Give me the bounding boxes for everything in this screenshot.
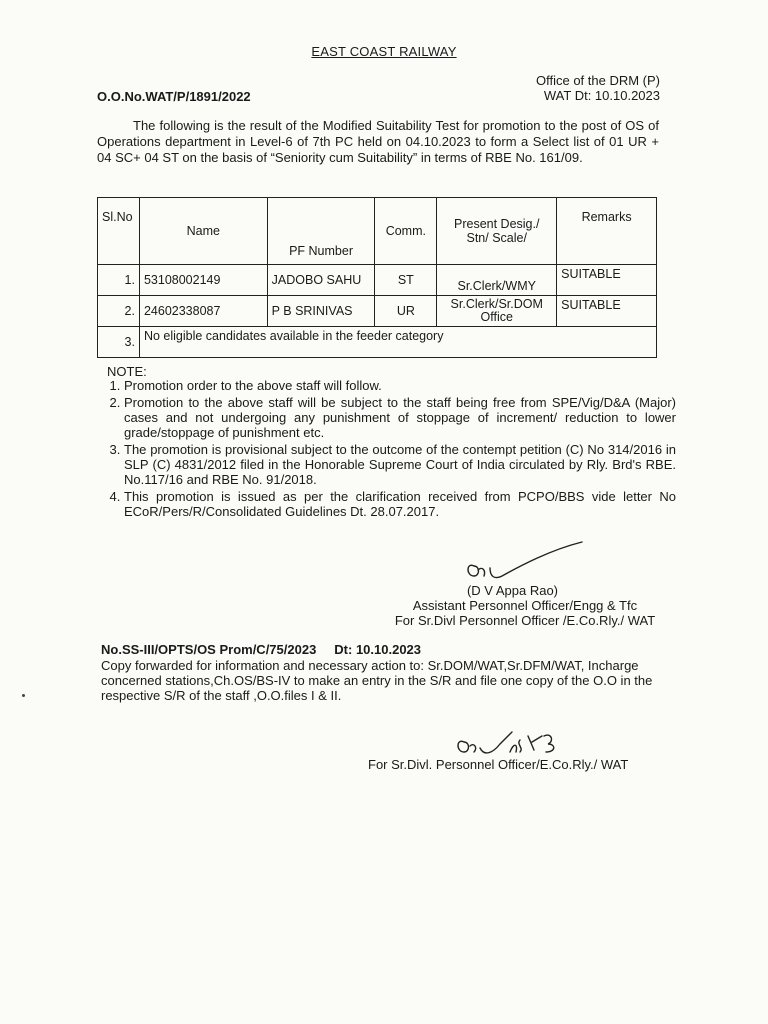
cell-pf-number: JADOBO SAHU bbox=[267, 265, 375, 296]
col-header-remarks: Remarks bbox=[557, 198, 657, 265]
office-date: WAT Dt: 10.10.2023 bbox=[543, 88, 660, 103]
forwarding-text: Copy forwarded for information and necessary action to: Sr.DOM/WAT,Sr.DFM/WAT, Incharge concerned stations,Ch.OS/BS-IV to make an entry in the S/R and file one copy of the O.O in the respective S/R of the staff ,O.O.files I & II. bbox=[101, 658, 653, 703]
signatory-designation: Assistant Personnel Officer/Engg & Tfc bbox=[412, 598, 638, 613]
forwarding-for-line: For Sr.Divl. Personnel Officer/E.Co.Rly./ WAT bbox=[368, 757, 629, 772]
signatory-name: (D V Appa Rao) bbox=[466, 583, 558, 598]
cell-pf-number: P B SRINIVAS bbox=[267, 296, 375, 327]
cell-no-candidates: No eligible candidates available in the feeder category bbox=[139, 327, 656, 358]
note-item: 1. Promotion order to the above staff will follow. bbox=[124, 378, 676, 393]
table-row bbox=[98, 296, 657, 327]
cell-remarks: SUITABLE bbox=[557, 296, 657, 327]
note-heading: NOTE: bbox=[107, 364, 147, 379]
office-block bbox=[536, 73, 660, 103]
cell-present-desig: Sr.Clerk/WMY bbox=[437, 265, 557, 296]
intro-text: The following is the result of the Modified Suitability Test for promotion to the post of OS of Operations department in Level-6 of 7th PC held on 04.10.2023 to form a Select list of 01 UR + 04 SC+ 04 ST on the basis of “Seniority cum Suitability” in terms of RBE No. 161/09. bbox=[97, 118, 659, 165]
cell-remarks: SUITABLE bbox=[557, 265, 657, 296]
cell-slno: 3. bbox=[98, 327, 140, 358]
cell-present-desig: Sr.Clerk/Sr.DOM Office bbox=[437, 296, 557, 327]
table-row bbox=[98, 265, 657, 296]
note-item: 3. The promotion is provisional subject to the outcome of the contempt petition (C) No 314/2016 in SLP (C) 4831/2012 filed in the Honorable Supreme Court of India circulated by Rly. Brd's RBE. No.117/16 and RBE No. 91/2018. bbox=[124, 442, 676, 487]
forwarding-date: Dt: 10.10.2023 bbox=[334, 642, 422, 657]
signatory-for-line: For Sr.Divl Personnel Officer /E.Co.Rly./ WAT bbox=[394, 613, 656, 628]
forwarding-number: No.SS-III/OPTS/OS Prom/C/75/2023 bbox=[101, 642, 317, 657]
intro-paragraph bbox=[97, 118, 659, 166]
signatory-designation-block bbox=[380, 598, 670, 628]
cell-name: 24602338087 bbox=[139, 296, 267, 327]
note-item: 2. Promotion to the above staff will be subject to the staff being free from SPE/Vig/D&A (Major) cases and not undergoing any punishment of stoppage of increment/ reduction to lower grade/stoppage of punishment etc. bbox=[124, 395, 676, 440]
cell-slno: 1. bbox=[98, 265, 140, 296]
forwarding-reference bbox=[101, 642, 421, 657]
cell-community: ST bbox=[375, 265, 437, 296]
col-header-present-desig: Present Desig./ Stn/ Scale/ bbox=[437, 198, 557, 265]
table-header-row bbox=[98, 198, 657, 265]
col-header-community: Comm. bbox=[375, 198, 437, 265]
col-header-name: Name bbox=[139, 198, 267, 265]
document-heading: EAST COAST RAILWAY bbox=[311, 44, 457, 59]
margin-mark bbox=[22, 694, 25, 697]
signature-image bbox=[460, 540, 590, 588]
cell-slno: 2. bbox=[98, 296, 140, 327]
col-header-pf-number: PF Number bbox=[267, 198, 375, 265]
cell-name: 53108002149 bbox=[139, 265, 267, 296]
result-table bbox=[97, 197, 657, 358]
office-order-number: O.O.No.WAT/P/1891/2022 bbox=[97, 89, 251, 104]
office-name: Office of the DRM (P) bbox=[535, 73, 660, 88]
col-header-slno: Sl.No bbox=[98, 198, 140, 265]
note-item: 4. This promotion is issued as per the clarification received from PCPO/BBS vide letter No ECoR/Pers/R/Consolidated Guidelines Dt. 28.07.2017. bbox=[124, 489, 676, 519]
cell-community: UR bbox=[375, 296, 437, 327]
table-row bbox=[98, 327, 657, 358]
note-list bbox=[104, 378, 676, 521]
